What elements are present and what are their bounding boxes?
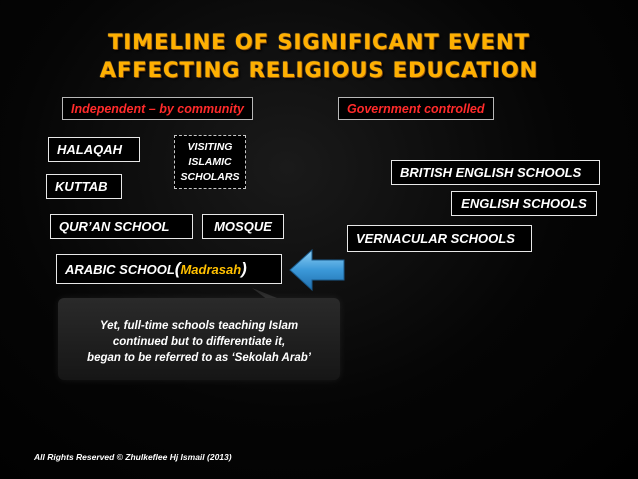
kuttab-box: KUTTAB bbox=[46, 174, 122, 199]
left-arrow-icon bbox=[288, 248, 346, 292]
callout-line-3: began to be referred to as ‘Sekolah Arab’ bbox=[87, 352, 311, 364]
callout-line-2: continued but to differentiate it, bbox=[112, 336, 286, 348]
vernacular-schools-box: VERNACULAR SCHOOLS bbox=[347, 225, 532, 252]
english-schools-box: ENGLISH SCHOOLS bbox=[451, 191, 597, 216]
arabic-school-label: ARABIC SCHOOL bbox=[65, 261, 175, 277]
slide-title-line-1: TIMELINE OF SIGNIFICANT EVENT bbox=[108, 30, 530, 54]
visiting-scholars-line-2: ISLAMIC bbox=[188, 155, 232, 168]
callout-line-1: Yet, full-time schools teaching Islam bbox=[99, 320, 299, 332]
mosque-box: MOSQUE bbox=[202, 214, 284, 239]
arabic-school-box bbox=[56, 254, 282, 284]
slide-title-line-2: AFFECTING RELIGIOUS EDUCATION bbox=[99, 58, 539, 82]
paren-open: ( bbox=[174, 259, 181, 278]
halaqah-box: HALAQAH bbox=[48, 137, 140, 162]
callout-text bbox=[58, 318, 340, 366]
paren-close: ) bbox=[241, 259, 247, 278]
madrasah-label: Madrasah bbox=[180, 261, 242, 277]
british-english-schools-box: BRITISH ENGLISH SCHOOLS bbox=[391, 160, 600, 185]
quran-school-box: QUR’AN SCHOOL bbox=[50, 214, 193, 239]
visiting-scholars-box bbox=[174, 135, 246, 189]
visiting-scholars-line-3: SCHOLARS bbox=[180, 170, 240, 183]
visiting-scholars-line-1: VISITING bbox=[187, 140, 233, 153]
government-header: Government controlled bbox=[338, 97, 494, 120]
independent-header: Independent – by community bbox=[62, 97, 253, 120]
copyright-footer: All Rights Reserved © Zhulkeflee Hj Ismail (2013) bbox=[34, 452, 232, 462]
